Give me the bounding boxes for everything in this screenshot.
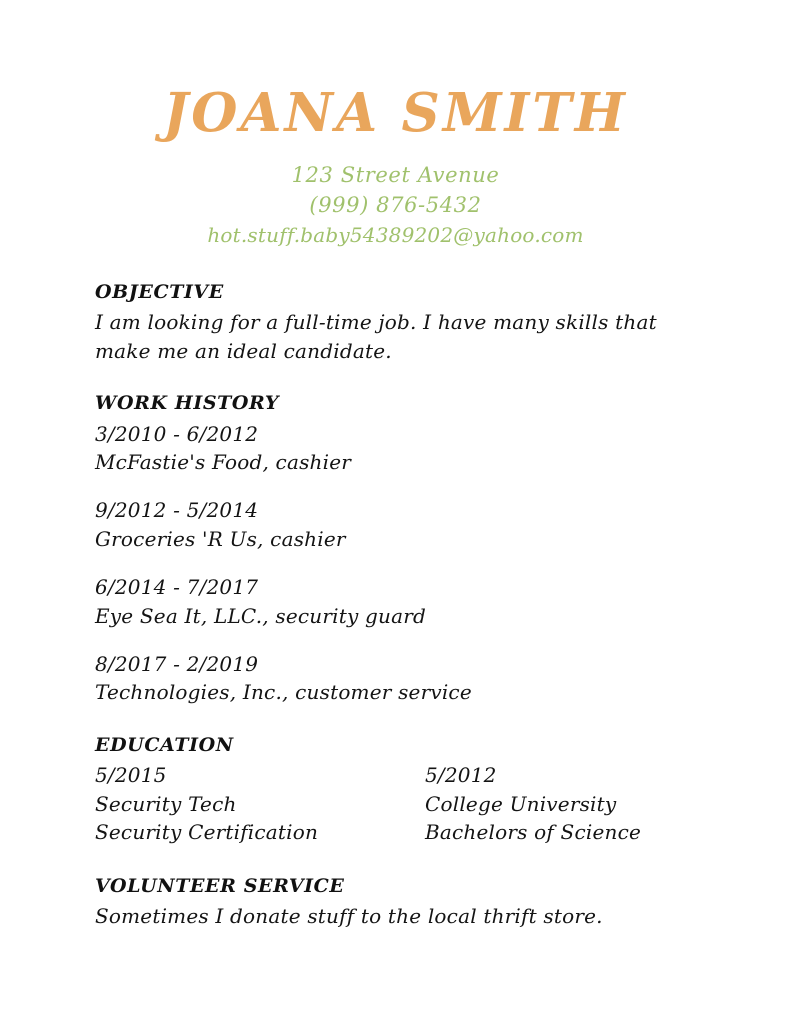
job-employer: Eye Sea It, LLC., security guard — [95, 603, 426, 628]
job-dates: 3/2010 - 6/2012 — [95, 421, 259, 446]
education-heading: EDUCATION — [95, 733, 234, 756]
volunteer-service-text: Sometimes I donate stuff to the local thrift store. — [95, 904, 603, 929]
resume-header — [0, 0, 791, 250]
objective-line-1: I am looking for a full-time job. I have many skills that — [95, 310, 657, 335]
resume-body — [0, 280, 791, 931]
section-work-history — [95, 391, 721, 707]
education-columns — [95, 761, 721, 846]
education-school: College University — [425, 791, 617, 816]
applicant-name: JOANA SMITH — [163, 82, 628, 144]
education-school: Security Tech — [95, 791, 237, 816]
contact-address: 123 Street Avenue — [291, 162, 500, 187]
job-entry — [95, 420, 721, 477]
job-employer: Technologies, Inc., customer service — [95, 680, 472, 705]
section-volunteer-service — [95, 874, 721, 931]
contact-block — [0, 160, 791, 250]
job-dates: 9/2012 - 5/2014 — [95, 498, 259, 523]
objective-heading: OBJECTIVE — [95, 280, 224, 303]
contact-email: hot.stuff.baby54389202@yahoo.com — [207, 222, 584, 247]
job-entry — [95, 496, 721, 553]
work-history-heading: WORK HISTORY — [95, 391, 280, 414]
job-dates: 6/2014 - 7/2017 — [95, 575, 259, 600]
education-date: 5/2015 — [95, 763, 167, 788]
job-entry — [95, 573, 721, 630]
objective-line-2: make me an ideal candidate. — [95, 338, 392, 363]
education-entry — [95, 761, 425, 846]
job-employer: McFastie's Food, cashier — [95, 449, 352, 474]
education-entry — [425, 761, 725, 846]
section-objective — [95, 280, 721, 365]
job-employer: Groceries 'R Us, cashier — [95, 526, 346, 551]
job-entry — [95, 650, 721, 707]
job-dates: 8/2017 - 2/2019 — [95, 651, 259, 676]
education-credential: Security Certification — [95, 820, 319, 845]
section-education — [95, 733, 721, 847]
education-date: 5/2012 — [425, 763, 497, 788]
volunteer-service-heading: VOLUNTEER SERVICE — [95, 874, 345, 897]
education-credential: Bachelors of Science — [425, 820, 642, 845]
contact-phone: (999) 876-5432 — [309, 193, 482, 218]
